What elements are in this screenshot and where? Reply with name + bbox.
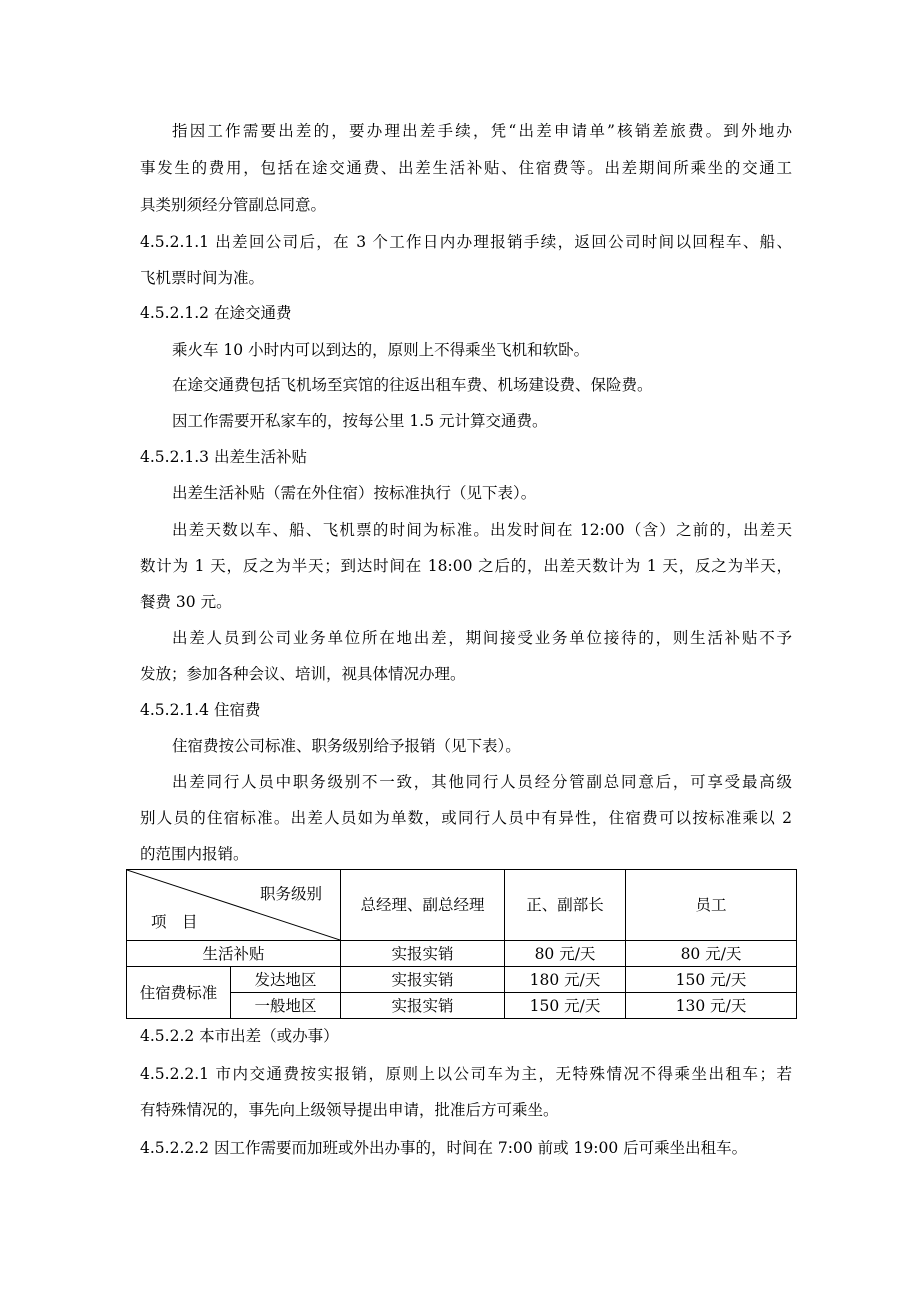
table-cell: 150 元/天 (626, 967, 797, 993)
header-cell: 员工 (626, 870, 797, 941)
paragraph-line: 出差人员到公司业务单位所在地出差，期间接受业务单位接待的，则生活补贴不予 (172, 629, 792, 647)
paragraph-line: 指因工作需要出差的，要办理出差手续，凭“出差申请单”核销差旅费。到外地办 (172, 122, 792, 140)
row-label: 生活补贴 (127, 941, 341, 967)
table-cell: 130 元/天 (626, 993, 797, 1019)
table-cell: 150 元/天 (505, 993, 626, 1019)
table-cell: 80 元/天 (626, 941, 797, 967)
section-heading: 4.5.2.1.4 住宿费 (140, 701, 261, 719)
table-row (127, 967, 797, 993)
table-header-row (127, 870, 797, 941)
paragraph-line: 因工作需要开私家车的，按每公里 1.5 元计算交通费。 (172, 412, 548, 430)
paragraph-line: 乘火车 10 小时内可以到达的，原则上不得乘坐飞机和软卧。 (172, 341, 590, 359)
header-cell: 正、副部长 (505, 870, 626, 941)
section-line: 4.5.2.1.1 出差回公司后，在 3 个工作日内办理报销手续，返回公司时间以回程车、船、 (140, 233, 792, 251)
paragraph-line: 在途交通费包括飞机场至宾馆的往返出租车费、机场建设费、保险费。 (172, 376, 653, 394)
header-cell: 总经理、副总经理 (341, 870, 505, 941)
table-cell: 实报实销 (341, 941, 505, 967)
corner-row-label: 项 目 (151, 913, 198, 931)
row-label: 发达地区 (231, 967, 341, 993)
paragraph-line: 出差生活补贴（需在外住宿）按标准执行（见下表）。 (172, 484, 537, 502)
table-cell: 实报实销 (341, 967, 505, 993)
allowance-standard-table (126, 869, 797, 1019)
corner-column-label: 职务级别 (259, 885, 322, 903)
table-cell: 180 元/天 (505, 967, 626, 993)
paragraph-line: 别人员的住宿标准。出差人员如为单数，或同行人员中有异性，住宿费可以按标准乘以 2 (140, 809, 792, 827)
section-heading: 4.5.2.2 本市出差（或办事） (140, 1027, 339, 1045)
paragraph-line: 事发生的费用，包括在途交通费、出差生活补贴、住宿费等。出差期间所乘坐的交通工 (140, 159, 792, 177)
table-cell: 80 元/天 (505, 941, 626, 967)
section-heading: 4.5.2.1.2 在途交通费 (140, 304, 292, 322)
paragraph-line: 餐费 30 元。 (140, 593, 232, 611)
section-line: 有特殊情况的，事先向上级领导提出申请，批准后方可乘坐。 (140, 1101, 559, 1119)
table-corner-cell (127, 870, 341, 941)
row-label: 一般地区 (231, 993, 341, 1019)
paragraph-line: 发放；参加各种会议、培训，视具体情况办理。 (140, 665, 466, 683)
section-line: 4.5.2.2.1 市内交通费按实报销，原则上以公司车为主，无特殊情况不得乘坐出租车；若 (140, 1065, 792, 1083)
section-heading: 4.5.2.1.3 出差生活补贴 (140, 448, 307, 466)
paragraph-line: 的范围内报销。 (140, 845, 249, 863)
paragraph-line: 出差同行人员中职务级别不一致，其他同行人员经分管副总同意后，可享受最高级 (172, 773, 792, 791)
section-line: 飞机票时间为准。 (140, 269, 265, 287)
table-row (127, 941, 797, 967)
row-group-label: 住宿费标准 (127, 967, 231, 1019)
paragraph-line: 具类别须经分管副总同意。 (140, 196, 327, 214)
table-cell: 实报实销 (341, 993, 505, 1019)
section-line: 4.5.2.2.2 因工作需要而加班或外出办事的，时间在 7:00 前或 19:00 后可乘坐出租车。 (140, 1139, 748, 1157)
paragraph-line: 住宿费按公司标准、职务级别给予报销（见下表）。 (172, 737, 521, 755)
paragraph-line: 出差天数以车、船、飞机票的时间为标准。出发时间在 12:00（含）之前的，出差天 (172, 521, 792, 539)
paragraph-line: 数计为 1 天，反之为半天；到达时间在 18:00 之后的，出差天数计为 1 天，反之为半天， (140, 557, 792, 575)
